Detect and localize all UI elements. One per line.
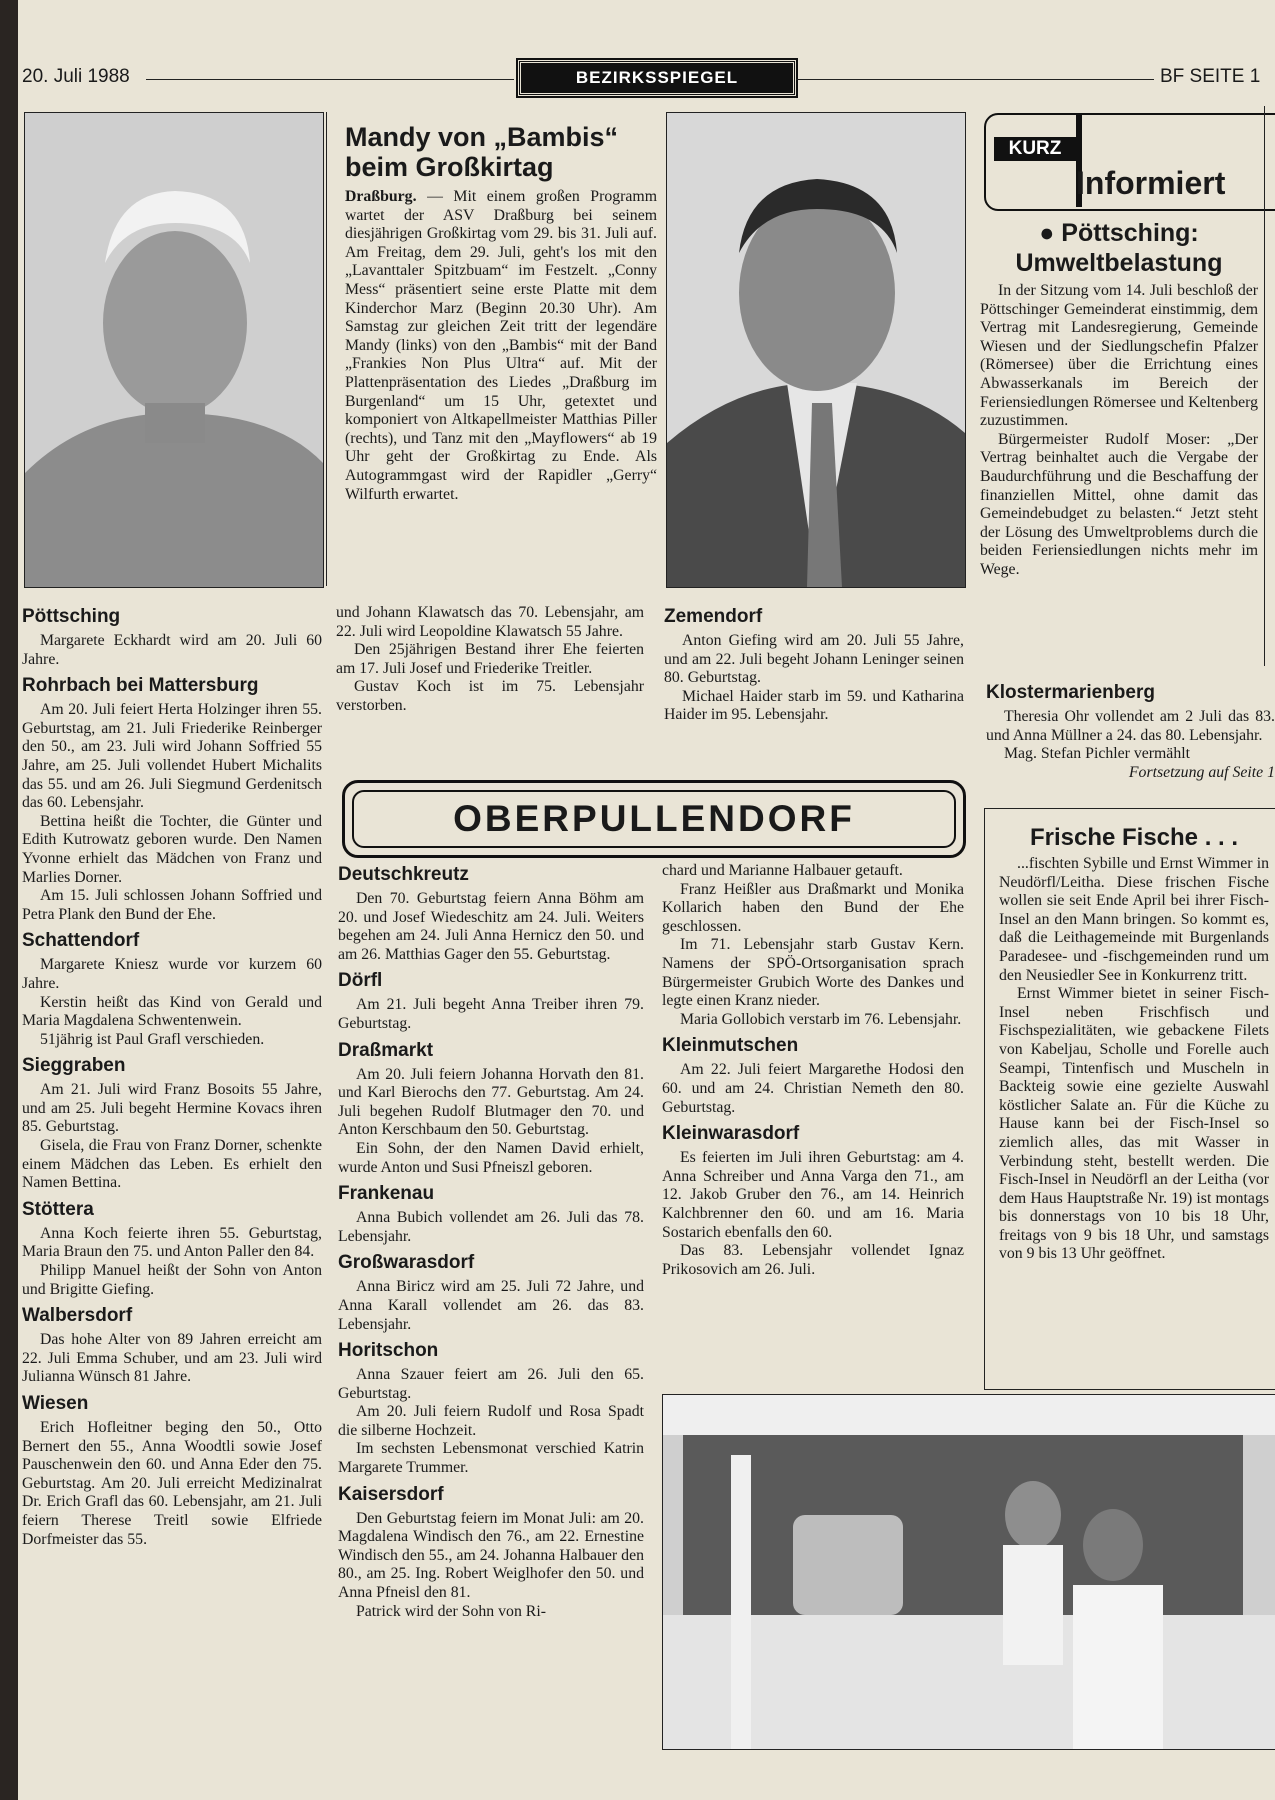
notice-para: Anna Koch feierte ihren 55. Geburtstag, Maria Braun den 75. und Anton Paller den 84. [22, 1224, 322, 1261]
notice-para: Michael Haider starb im 59. und Katharina Haider im 95. Lebensjahr. [664, 687, 964, 724]
kloster-para: Mag. Stefan Pichler vermählt [1004, 745, 1190, 763]
notice-para: Anna Szauer feiert am 26. Juli den 65. Geburtstag. [338, 1366, 644, 1402]
place-heading: Walbersdorf [22, 1305, 133, 1327]
page-number: BF SEITE 1 [1160, 66, 1261, 87]
notice-para: Im sechsten Lebensmonat verschied Katrin Margarete Trummer. [338, 1440, 644, 1477]
notice-para: Es feierten im Juli ihren Geburtstag: am 4. Anna Schreiber und Anna Varga den 71., am 12. Jakob Gruber den 76., am 14. Heinrich Kalchbrenner den 60. und am 16. Maria Sostarich ebenfalls den 60. [662, 1149, 964, 1241]
fische-body [999, 855, 1269, 1264]
continued-note: Fortsetzung auf Seite 1 [1128, 763, 1275, 781]
notice-para: Das hohe Alter von 89 Jahren erreicht am 22. Juli Emma Schuber, und am 23. Juli wird Julianna Wünsch 81 Jahre. [22, 1331, 322, 1386]
region-banner-text: OBERPULLENDORF [352, 790, 956, 848]
notice-para: Anna Bubich vollendet am 26. Juli das 78. Lebensjahr. [338, 1209, 644, 1245]
place-heading: Stöttera [22, 1198, 94, 1220]
notice-para: Bettina heißt die Tochter, die Günter und Edith Kutrowatz geboren wurde. Den Namen Yvonne erhielt das Mädchen von Franz und Marlies Dorner. [22, 812, 322, 886]
place-heading: Dörfl [338, 970, 383, 992]
notice-para: Am 20. Juli feiern Johanna Horvath den 81. und Karl Bierochs den 77. Geburtstag. Am 24. Juli begehen Rudolf Blutmager den 70. und Anton Kerschbaum den 50. Geburtstag. [338, 1065, 644, 1139]
column-3-top [664, 600, 964, 725]
notice-para: und Johann Klawatsch das 70. Lebensjahr, am 22. Juli wird Leopoldine Klawatsch 55 Jahre. [336, 604, 644, 640]
notice-para: Philipp Manuel heißt der Sohn von Anton und Brigitte Giefing. [22, 1262, 322, 1298]
kurz-informiert-box [984, 113, 1275, 211]
notice-para: Maria Gollobich verstarb im 76. Lebensjahr. [680, 1010, 962, 1028]
notice-para: Den Geburtstag feiern im Monat Juli: am 20. Magdalena Windisch den 76., am 22. Ernestine Windisch den 55., am 24. Johanna Halbauer den 80., am 25. Ing. Robert Weiglhofer den 50. und Anna Pfneisl den 81. [338, 1509, 644, 1602]
place-heading: Draßmarkt [338, 1039, 434, 1061]
place-heading: Pöttsching [22, 606, 121, 627]
portrait-man-suit [667, 113, 965, 587]
portrait-man-white-hair [25, 113, 323, 587]
kurz-headline: ● Pöttsching: Umweltbelastung [1015, 219, 1223, 277]
place-heading: Großwarasdorf [338, 1252, 475, 1274]
place-heading: Kleinmutschen [662, 1035, 799, 1057]
notice-para: Am 22. Juli feiert Margarethe Hodosi den 60. und am 24. Christian Nemeth den 80. Geburtstag. [662, 1061, 964, 1116]
feature-body [345, 188, 657, 504]
kloster-body [986, 708, 1275, 782]
column-rule [1264, 106, 1275, 666]
notice-para: Den 70. Geburtstag feiern Anna Böhm am 20. und Josef Wiedeschitz am 24. Juli. Weiters begehen am 24. Juli Anna Hernicz den 50. und am 26. Matthias Gager den 55. Geburtstag. [338, 890, 644, 963]
place-heading: Horitschon [338, 1340, 439, 1362]
place-heading: Rohrbach bei Mattersburg [22, 675, 259, 697]
place-heading: Kleinwarasdorf [662, 1123, 800, 1145]
place-heading: Schattendorf [22, 930, 140, 952]
place-heading: Deutschkreutz [338, 864, 469, 885]
notice-para: Am 15. Juli schlossen Johann Soffried und Petra Plank den Bund der Ehe. [22, 887, 322, 923]
photo-fisch-insel [662, 1394, 1275, 1750]
notice-para: Ein Sohn, der den Namen David erhielt, wurde Anton und Susi Pfneiszl geboren. [338, 1139, 644, 1176]
place-heading: Klostermarienberg [986, 682, 1155, 703]
kurz-tag: KURZ [994, 137, 1076, 161]
frische-fische-box [984, 808, 1275, 1390]
notice-para: Anna Biricz wird am 25. Juli 72 Jahre, und Anna Karall vollendet am 26. das 83. Lebensjahr. [338, 1278, 644, 1333]
fische-para: Ernst Wimmer bietet in seiner Fisch-Insel neben Frischfisch und Fischspezialitäten, wie gebackene Filets von Kabeljau, Scholle und Forelle auch Seampi, Tintenfisch und Muscheln in Backteig sowie eine gezielte Auswahl köstlicher Salate an. Für die Küche zu Hause kann bei der Fisch-Insel so ziemlich alles, das mit Wasser in Verbindung steht, bestellt werden. Die Fisch-Insel in Neudörfl an der Leitha (vor dem Haus Hauptstraße Nr. 19) ist montags bis donnerstags von 10 bis 18 Uhr, freitags von 9 bis 18 Uhr, und samstags von 9 bis 13 Uhr geöffnet. [999, 985, 1269, 1263]
column-2 [338, 858, 644, 1796]
region-banner [342, 780, 966, 858]
place-heading: Zemendorf [664, 606, 763, 627]
notice-para: Am 21. Juli begeht Anna Treiber ihren 79. Geburtstag. [338, 996, 644, 1032]
feature-article [326, 112, 668, 586]
kloster-para: Theresia Ohr vollendet am 2 Juli das 83. und Anna Müllner a 24. das 80. Lebensjahr. [986, 708, 1275, 744]
column-3 [662, 862, 964, 1279]
place-heading: Wiesen [22, 1393, 89, 1414]
notice-para: chard und Marianne Halbauer getauft. [662, 862, 903, 879]
place-heading: Sieggraben [22, 1055, 126, 1077]
photo-mandy [24, 112, 324, 588]
column-1 [22, 600, 322, 1796]
notice-para: Margarete Eckhardt wird am 20. Juli 60 Jahre. [22, 632, 322, 668]
notice-para: Am 20. Juli feiert Herta Holzinger ihren 55. Geburtstag, am 21. Juli Friederike Reinberger den 50., am 23. Juli wird Johann Soffried 55 Jahre, am 25. Juli vollendet Hubert Michalits das 55. und am 26. Juli Siegmund Gerdenitsch das 60. Lebensjahr. [22, 701, 322, 812]
notice-para: Das 83. Lebensjahr vollendet Ignaz Prikosovich am 26. Juli. [662, 1242, 964, 1278]
header-rule-right [796, 79, 1154, 80]
notice-para: Gustav Koch ist im 75. Lebensjahr verstorben. [336, 678, 644, 714]
notice-para: Den 25jährigen Bestand ihrer Ehe feierten am 17. Juli Josef und Friederike Treitler. [336, 641, 644, 677]
fische-para: ...fischten Sybille und Ernst Wimmer in Neudörfl/Leitha. Diese frischen Fische wollen sie seit Ende April bei ihrer Fisch-Insel an den Mann bringen. So kommt es, daß die Leithagemeinde mit Burgenlands Paradesee- und -fischgemeinden rund um den Neusiedler See in Konkurrenz tritt. [999, 855, 1269, 984]
notice-para: Am 21. Juli wird Franz Bosoits 55 Jahre, und am 25. Juli begeht Hermine Kovacs ihren 85. Geburtstag. [22, 1081, 322, 1136]
section-title: BEZIRKSSPIEGEL [518, 60, 796, 96]
fische-title: Frische Fische . . . [1029, 824, 1239, 851]
header-rule-left [146, 79, 514, 80]
place-heading: Frankenau [338, 1183, 435, 1205]
notice-para: Kerstin heißt das Kind von Gerald und Maria Magdalena Schwentenwein. [22, 993, 322, 1030]
feature-title-1: Mandy von „Bambis“ [345, 122, 619, 152]
scan-edge [0, 0, 18, 1800]
notice-para: Gisela, die Frau von Franz Dorner, schenkte einem Mädchen das Leben. Es erhielt den Namen Bettina. [22, 1137, 322, 1192]
notice-para: Erich Hofleitner beging den 50., Otto Bernert den 55., Anna Woodtli sowie Josef Pauschenwein den 60. und Anna Eder den 75. Geburtstag. Am 20. Juli erreicht Medizinalrat Dr. Erich Grafl das 60. Lebensjahr, am 21. Juli feiern Therese Treitl sowie Elfriede Dorfmeister das 55. [22, 1419, 322, 1548]
issue-date: 20. Juli 1988 [22, 66, 130, 87]
feature-title-2: beim Großkirtag [345, 152, 554, 182]
notice-para: Anton Giefing wird am 20. Juli 55 Jahre, und am 22. Juli begeht Johann Leninger seinen 80. Geburtstag. [664, 632, 964, 687]
feature-dateline: Draßburg. [345, 188, 417, 205]
kurz-body [980, 282, 1258, 580]
kurz-para: Bürgermeister Rudolf Moser: „Der Vertrag beinhaltet auch die Vergabe der Baudurchführung und die Beschaffung der finanziellen Mittel, ohne damit das Gemeindebudget zu belasten.“ Jetzt steht der Lösung des Umweltproblems durch die beiden Feriensiedlungen nichts mehr im Wege. [980, 430, 1258, 578]
notice-para: Im 71. Lebensjahr starb Gustav Kern. Namens der SPÖ-Ortsorganisation sprach Bürgermeister Grubich Worte des Dankes und legte einen Kranz nieder. [662, 936, 964, 1010]
kurz-word: Informiert [1076, 165, 1226, 201]
notice-para: Margarete Kniesz wurde vor kurzem 60 Jahre. [22, 956, 322, 992]
place-heading: Kaisersdorf [338, 1483, 444, 1505]
feature-text: — Mit einem großen Programm wartet der ASV Draßburg bei seinem diesjährigen Großkirtag vom 29. bis 31. Juli auf. Am Freitag, dem 29. Juli, geht's los mit den „Lavanttaler Spitzbuam“ im Festzelt. „Conny Mess“ präsentiert seine erste Platte mit dem Kinderchor Marz (Beginn 20.30 Uhr). Am Samstag zur gleichen Zeit tritt der legendäre Mandy (links) von den „Bambis“ mit der Band „Frankies Non Plus Ultra“ auf. Mit der Plattenpräsentation des Liedes „Draßburg im Burgenland“ um 15 Uhr, getextet und komponiert von Altkapellmeister Matthias Piller (rechts), und Tanz mit den „Mayflowers“ ab 19 Uhr geht der Großkirtag zu Ende. Als Autogrammgast wird der Rapidler „Gerry“ Wilfurth erwartet. [345, 188, 658, 503]
notice-para: Patrick wird der Sohn von Ri- [356, 1602, 546, 1620]
fish-shop-scene [663, 1395, 1275, 1749]
notice-para: Franz Heißler aus Draßmarkt und Monika Kollarich haben den Bund der Ehe geschlossen. [662, 880, 964, 935]
photo-piller [666, 112, 966, 588]
notice-para: 51jährig ist Paul Grafl verschieden. [40, 1030, 265, 1048]
kurz-article [980, 218, 1258, 580]
kloster-article [986, 676, 1275, 782]
column-2-top [336, 604, 644, 716]
kurz-para: In der Sitzung vom 14. Juli beschloß der Pöttschinger Gemeinderat einstimmig, dem Vertrag mit Landesregierung, Gemeinde Wiesen und der Siedlungschefin Pfalzer (Römersee) über die Errichtung eines Abwasserkanals im Bereich der Feriensiedlungen Römersee und Keltenberg zuzustimmen. [980, 282, 1258, 430]
notice-para: Am 20. Juli feiern Rudolf und Rosa Spadt die silberne Hochzeit. [338, 1403, 644, 1439]
